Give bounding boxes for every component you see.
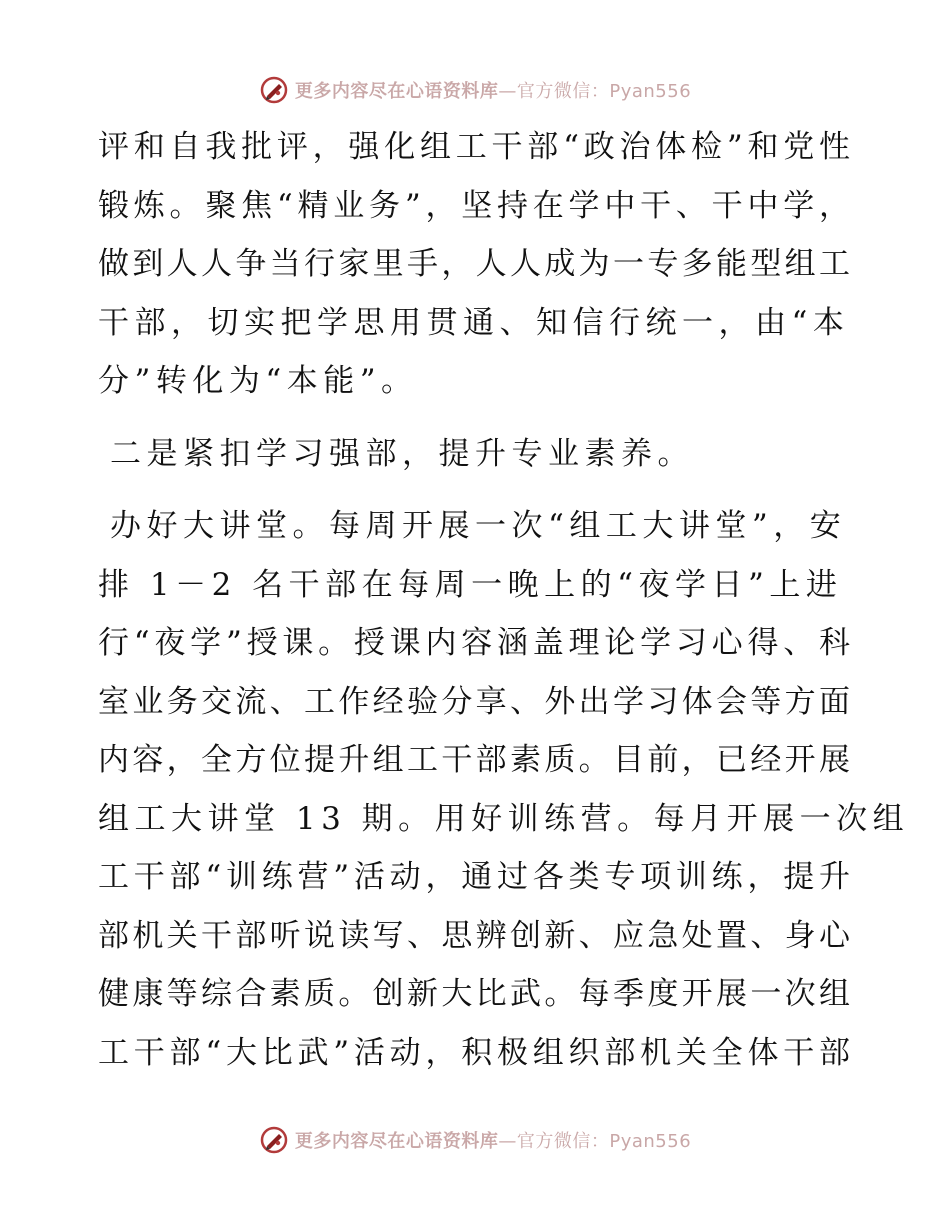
separator: — (498, 1131, 517, 1152)
text-line: 干部，切实把学思用贯通、知信行统一，由“本 (98, 304, 850, 341)
wechat-label: 官方微信： (516, 1131, 610, 1152)
text-line: 排 1－2 名干部在每周一晚上的“夜学日”上进 (98, 566, 843, 603)
wechat-label: 官方微信： (516, 81, 610, 102)
text-line: 行“夜学”授课。授课内容涵盖理论学习心得、科 (98, 625, 850, 661)
paragraph-2 (98, 497, 910, 1082)
paragraph-1 (98, 118, 850, 411)
logo-icon (259, 1125, 289, 1155)
text-line: 内容，全方位提升组工干部素质。目前，已经开展 (98, 742, 850, 778)
header-text (295, 77, 691, 103)
header-watermark (0, 70, 950, 110)
text-line: 办好大讲堂。每周开展一次“组工大讲堂”，安 (110, 508, 847, 544)
text-line: 做到人人争当行家里手，人人成为一专多能型组工 (98, 246, 850, 282)
separator: — (498, 81, 517, 102)
section-heading: 二是紧扣学习强部，提升专业素养。 (110, 435, 694, 472)
text-line: 组工大讲堂 13 期。用好训练营。每月开展一次组 (98, 800, 910, 837)
footer-watermark (0, 1120, 950, 1160)
wechat-id: Pyan556 (609, 81, 692, 102)
logo-icon (259, 75, 289, 105)
text-line: 健康等综合素质。创新大比武。每季度开展一次组 (98, 976, 850, 1012)
text-line: 评和自我批评，强化组工干部“政治体检”和党性 (98, 129, 850, 165)
brand-name: 更多内容尽在心语资料库 (294, 1131, 499, 1152)
text-line: 工干部“训练营”活动，通过各类专项训练，提升 (98, 859, 850, 895)
text-line: 部机关干部听说读写、思辨创新、应急处置、身心 (98, 917, 850, 954)
text-line: 室业务交流、工作经验分享、外出学习体会等方面 (98, 683, 850, 720)
document-body (98, 118, 910, 1082)
text-line: 锻炼。聚焦“精业务”，坚持在学中干、干中学， (98, 187, 850, 224)
text-line: 分”转化为“本能”。 (98, 363, 418, 399)
text-line: 工干部“大比武”活动，积极组织部机关全体干部 (98, 1034, 850, 1071)
brand-name: 更多内容尽在心语资料库 (294, 81, 499, 102)
wechat-id: Pyan556 (609, 1131, 692, 1152)
footer-text (295, 1127, 691, 1153)
